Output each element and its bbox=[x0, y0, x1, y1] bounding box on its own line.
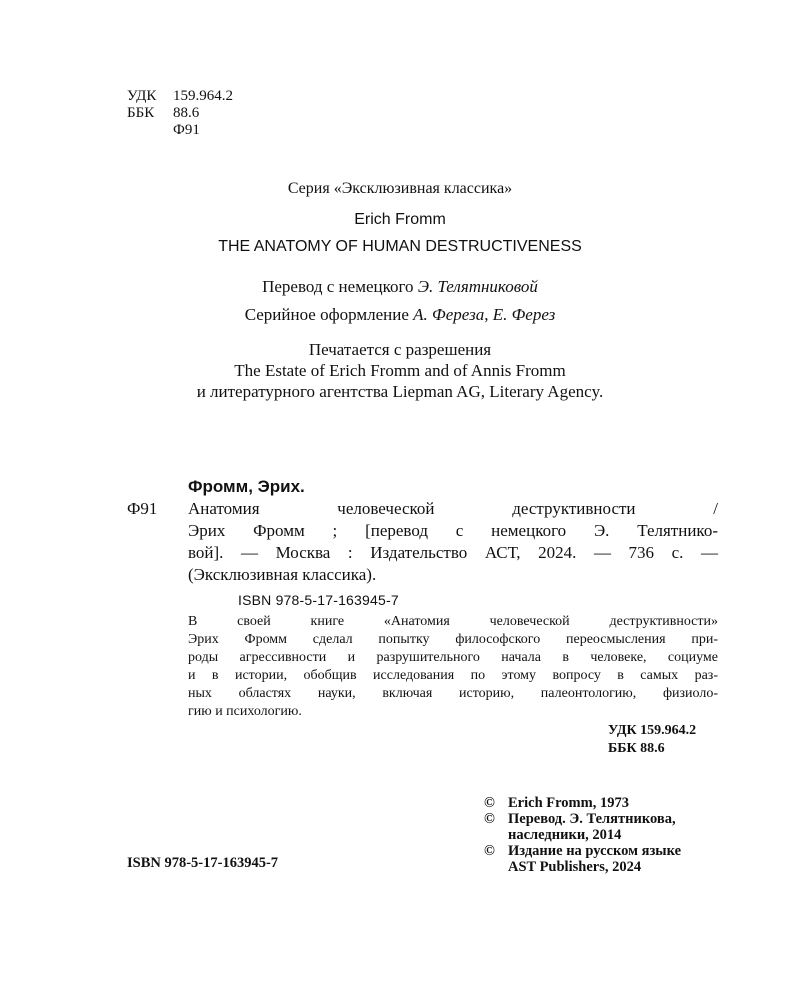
annotation-line-6: гию и психологию. bbox=[188, 704, 302, 719]
copyright-line: Издание на русском языке bbox=[508, 842, 682, 859]
bbk-line bbox=[127, 105, 199, 122]
series-line: Серия «Эксклюзивная классика» bbox=[287, 180, 513, 197]
designer-2: Е. Ферез bbox=[492, 305, 556, 324]
catalog-heading: Фромм, Эрих. bbox=[188, 477, 305, 496]
footer-isbn: ISBN 978-5-17-163945-7 bbox=[127, 855, 279, 871]
copyright-symbol: © bbox=[484, 842, 495, 859]
copyright-line: AST Publishers, 2024 bbox=[508, 858, 642, 875]
original-title: THE ANATOMY OF HUMAN DESTRUCTIVENESS bbox=[218, 238, 582, 255]
copyright-item-edition bbox=[484, 844, 681, 876]
permission-line-1: Печатается с разрешения bbox=[308, 340, 492, 359]
translation-credit bbox=[0, 278, 800, 297]
annotation-line-4: и в истории, обобщив исследования по этому вопросу в самых раз- bbox=[188, 668, 718, 683]
design-credit bbox=[0, 306, 800, 325]
copyright-item-author bbox=[484, 796, 681, 812]
description-line-4: (Эксклюзивная классика). bbox=[188, 565, 377, 584]
description-line-2: Эрих Фромм ; [перевод с немецкого Э. Телятнико- bbox=[188, 521, 718, 540]
copyright-item-translation bbox=[484, 812, 681, 844]
description-line-1: Анатомия человеческой деструктивности / bbox=[188, 499, 718, 518]
bbk-label: ББК bbox=[127, 105, 155, 121]
translation-prefix: Перевод с немецкого bbox=[262, 277, 414, 296]
udk-label: УДК bbox=[127, 88, 157, 104]
permission-line-3: и литературного агентства Liepman AG, Literary Agency. bbox=[196, 382, 604, 401]
catalog-mark: Ф91 bbox=[127, 499, 158, 518]
annotation-line-2: Эрих Фромм сделал попытку философского переосмысления при- bbox=[188, 632, 718, 647]
udk-line bbox=[127, 88, 233, 105]
copyright-symbol: © bbox=[484, 795, 495, 811]
card-bbk: ББК 88.6 bbox=[608, 741, 665, 756]
author-mark-top: Ф91 bbox=[173, 122, 200, 138]
bbk-value: 88.6 bbox=[173, 105, 200, 121]
copyright-list bbox=[484, 796, 681, 876]
annotation-line-3: роды агрессивности и разрушительного начала в человеке, социуме bbox=[188, 650, 718, 665]
card-isbn: ISBN 978-5-17-163945-7 bbox=[238, 592, 399, 608]
copyright-symbol: © bbox=[484, 810, 495, 827]
udk-value: 159.964.2 bbox=[173, 88, 233, 104]
description-line-3: вой]. — Москва : Издательство АСТ, 2024. — 736 с. — bbox=[188, 543, 718, 562]
copyright-line: Перевод. Э. Телятникова, bbox=[508, 810, 676, 827]
permission-line-2: The Estate of Erich Fromm and of Annis Fromm bbox=[234, 361, 566, 380]
original-author: Erich Fromm bbox=[354, 211, 446, 228]
translator-name: Э. Телятниковой bbox=[417, 277, 538, 296]
card-udk: УДК 159.964.2 bbox=[608, 723, 697, 738]
design-prefix: Серийное оформление bbox=[244, 305, 409, 324]
designer-1: А. Фереза bbox=[413, 305, 485, 324]
designer-separator: , bbox=[484, 305, 489, 324]
annotation-line-1: В своей книге «Анатомия человеческой деструктивности» bbox=[188, 614, 718, 629]
copyright-line: Erich Fromm, 1973 bbox=[508, 795, 629, 811]
annotation-line-5: ных областях науки, включая историю, палеонтологию, физиоло- bbox=[188, 686, 718, 701]
copyright-line: наследники, 2014 bbox=[508, 826, 622, 843]
